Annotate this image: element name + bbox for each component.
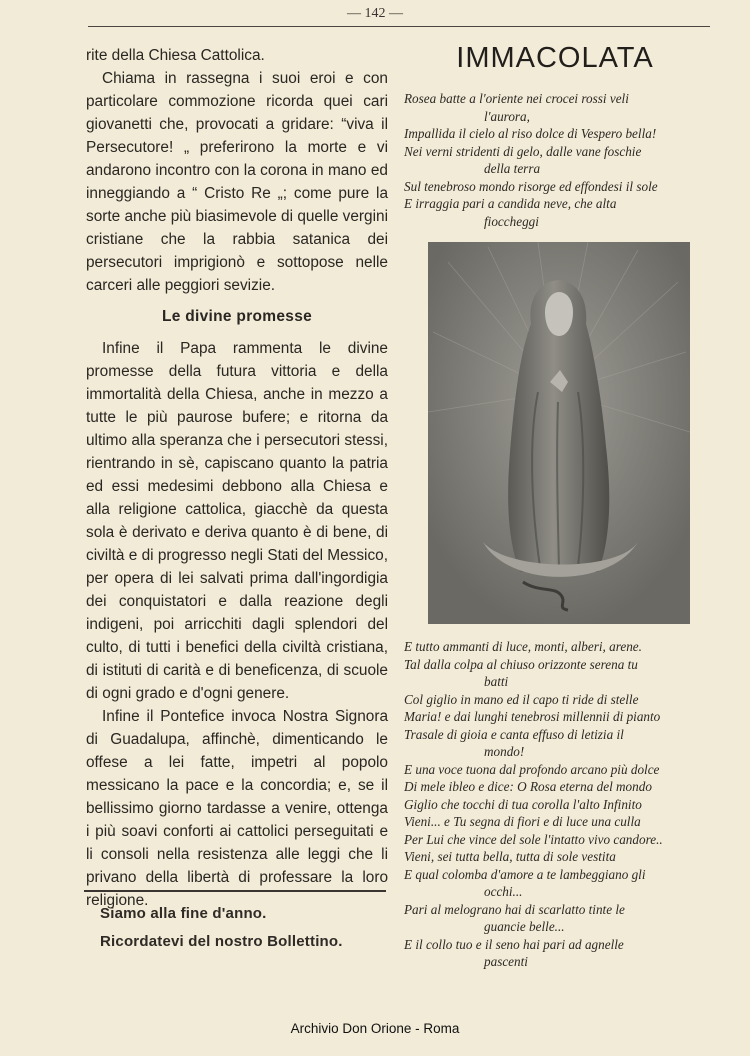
poem-line: Maria! e dai lunghi tenebrosi millennii di pianto	[404, 709, 661, 724]
poem-stanza	[404, 90, 710, 230]
poem-line: Sul tenebroso mondo risorge ed effondesi il sole	[404, 178, 658, 194]
poem-line: Di mele ibleo e dice: O Rosa eterna del mondo	[404, 779, 652, 794]
madonna-image	[428, 242, 690, 624]
paragraph: Chiama in rassegna i suoi eroi e con particolare commozione ricorda quei cari giovanetti che, provocati a gridare: “viva il Persecutore! „ preferirono la morte e vi andarono incontro con la corona in mano ed inneggiando a “ Cristo Re „; come pure la sorte anche più biasimevole di quelle vergini cristiane che la rabbia satanica dei persecutori imprigionò e sottopose nelle carceri alle peggiori sevizie.	[86, 70, 389, 294]
top-rule	[88, 26, 710, 27]
poem-line: Impallida il cielo al riso dolce di Vespero bella!	[404, 126, 657, 141]
poem-line: Nei verni stridenti di gelo, dalle vane foschie	[404, 143, 642, 159]
paragraph: Infine il Pontefice invoca Nostra Signora di Guadalupa, affinchè, dimenticando le offese a lei fatte, impetri al popolo messicano la pace e la concordia; e, se il bellissimo giorno tardasse a venire, ottenga i più soavi conforti ai cattolici perseguitati e li consoli nella resistenza alle leggi che li privano della libertà di professare la loro religione.	[86, 708, 388, 909]
poem-line: Giglio che tocchi di tua corolla l'alto Infinito	[404, 796, 642, 812]
poem-line: Vieni, sei tutta bella, tutta di sole vestita	[404, 849, 616, 864]
paragraph: rite della Chiesa Cattolica.	[86, 47, 265, 64]
archive-footer: Archivio Don Orione - Roma	[290, 1021, 460, 1036]
poem-line: E una voce tuona dal profondo arcano più dolce	[404, 761, 660, 777]
bottom-rule	[84, 890, 386, 892]
poem-title: IMMACOLATA	[456, 42, 654, 74]
page-number: — 142 —	[347, 6, 403, 21]
poem-line: Rosea batte a l'oriente nei crocei rossi veli	[404, 91, 629, 106]
poem-line: occhi...	[484, 884, 523, 899]
poem-stanza	[404, 638, 710, 971]
poem-line: Vieni... e Tu segna di fiori e di luce una culla	[404, 814, 641, 829]
poem-line: batti	[484, 674, 509, 689]
poem-line: mondo!	[484, 744, 525, 759]
madonna-illustration	[428, 242, 690, 624]
poem-line: E qual colomba d'amore a te lambeggiano gli	[404, 866, 646, 882]
notice-line: Ricordatevi del nostro Bollettino.	[100, 933, 343, 950]
poem-line: della terra	[484, 161, 541, 176]
section-heading: Le divine promesse	[161, 308, 313, 325]
poem-line: fioccheggi	[484, 213, 539, 229]
poem-line: E il collo tuo e il seno hai pari ad agnelle	[404, 936, 624, 952]
poem-line: Tal dalla colpa al chiuso orizzonte serena tu	[404, 656, 638, 672]
poem-line: l'aurora,	[484, 108, 530, 124]
poem-line: E tutto ammanti di luce, monti, alberi, arene.	[404, 639, 642, 654]
poem-line: Pari al melograno hai di scarlatto tinte le	[404, 901, 625, 917]
paragraph: Infine il Papa rammenta le divine promesse della futura vittoria e della immortalità della Chiesa, anche in mezzo a tutte le più paurose bufere; e ritorna da ultimo alla speranza che i persecutori stessi, rientrando in sè, capiscano quanto la patria ed essi medesimi debbono alla Chiesa e alla religione cattolica, giacchè da questa sola è derivato e deriva quanto è di bene, di civiltà e di progresso negli Stati del Messico, per opera di lei salvati prima dall'ingordigia dei conquistatori e dalla reazione degli indigeni, poi arricchiti dagli splendori del culto, di tutti i benefici della civiltà cristiana, di istituti di carità e di beneficenza, di scuole di ogni grado e d'ogni genere.	[86, 340, 388, 702]
poem-line: E irraggia pari a candida neve, che alta	[404, 196, 617, 211]
poem-line: Trasale di gioia e canta effuso di letizia il	[404, 726, 624, 742]
poem-line: Col giglio in mano ed il capo ti ride di stelle	[404, 691, 639, 707]
poem-line: pascenti	[484, 954, 528, 969]
poem-line: guancie belle...	[484, 919, 565, 934]
poem-line: Per Lui che vince del sole l'intatto vivo candore..	[404, 831, 663, 847]
left-column	[86, 44, 388, 912]
notice-line: Siamo alla fine d'anno.	[100, 905, 267, 922]
